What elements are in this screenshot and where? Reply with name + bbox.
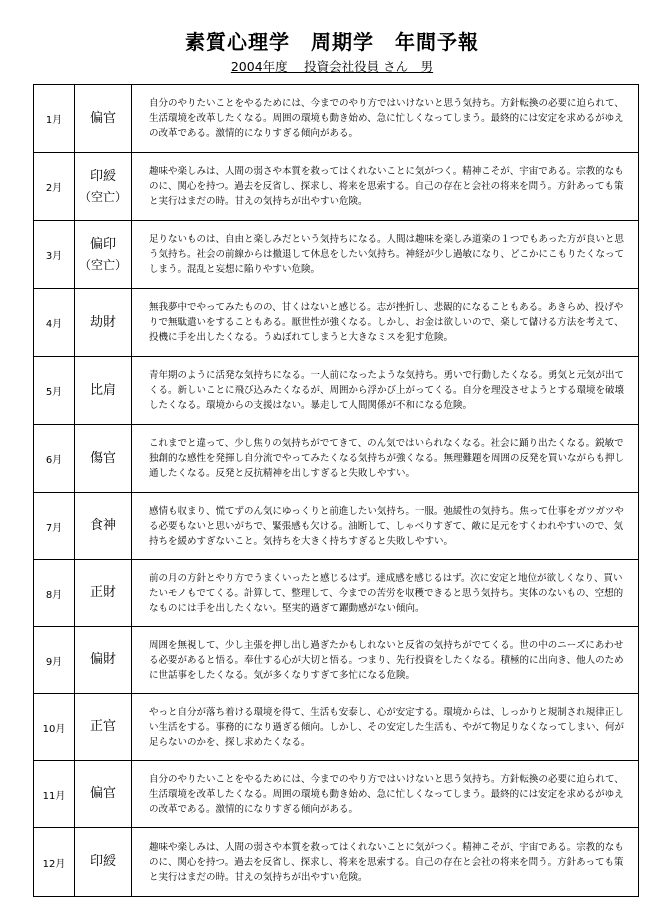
kind-cell (75, 761, 132, 828)
table-row (34, 560, 639, 627)
kind-label: 偏官 (89, 110, 116, 126)
kind-label: 印綬 (89, 168, 116, 184)
description-cell: 自分のやりたいことをやるためには、今までのやり方ではいけないと思う気持ち。方針転換の必要に迫られて、生活環境を改革したくなる。周囲の環境も動き始め、急に忙しくなってしまう。最終的には安定を求めるがゆえの改革である。激情的になりすぎる傾向がある。 (132, 761, 639, 828)
description-cell: 足りないものは、自由と楽しみだという気持ちになる。人間は趣味を楽しみ道楽の１つでもあった方が良いと思う気持ち。社会の前線からは撤退して休息をしたい気持ち。神経が少し過敏になり、どこかにこもりたくなってしまう。混乱と妄想に陥りやすい危険。 (132, 221, 639, 289)
table-row (34, 761, 639, 828)
kind-cell (75, 828, 132, 897)
subtitle-text: 2004年度 投資会社役員 さん 男 (230, 59, 434, 74)
month-cell: 10月 (34, 694, 75, 761)
table-row (34, 357, 639, 425)
table-row (34, 289, 639, 357)
kind-label: 傷官 (89, 450, 116, 466)
kind-label: 劫財 (89, 314, 116, 330)
table-row (34, 828, 639, 897)
month-cell: 1月 (34, 85, 75, 153)
month-cell: 7月 (34, 493, 75, 560)
kind-label: 正財 (89, 585, 116, 600)
description-cell: 青年期のように活発な気持ちになる。一人前になったような気持ち。勇いで行動したくなる。勇気と元気が出てくる。新しいことに飛び込みたくなるが、周囲から浮かび上がってくる。自分を理没させようとする環境を破壊したくなる。環境からの支援はない。暴走して人間関係が不和になる危険。 (132, 357, 639, 425)
table-row (34, 694, 639, 761)
kind-label: 偏印 (89, 236, 116, 252)
description-cell: 趣味や楽しみは、人間の弱さや本質を救ってはくれないことに気がつく。精神こそが、宇宙である。宗教的なものに、関心を持つ。過去を反省し、探求し、将来を思索する。自己の存在と会社の将来を問う。方針あっても策と実行はまだの時。甘えの気持ちが出やすい危険。 (132, 153, 639, 221)
month-cell: 6月 (34, 425, 75, 493)
table-row (34, 85, 639, 153)
page-title: 素質心理学 周期学 年間予報 (185, 30, 479, 54)
month-cell: 2月 (34, 153, 75, 221)
forecast-table (33, 84, 639, 897)
month-cell: 3月 (34, 221, 75, 289)
description-cell: これまでと違って、少し焦りの気持ちがでてきて、のん気ではいられなくなる。社会に踊り出たくなる。鋭敏で独創的な感性を発揮し自分流でやってみたくなる気持ちが強くなる。無理難題を周囲の反発を買いながらも押し通したくなる。反発と反抗精神を出しすぎると失敗しやすい。 (132, 425, 639, 493)
month-cell: 11月 (34, 761, 75, 828)
kind-label: 食神 (89, 518, 116, 533)
description-cell: 自分のやりたいことをやるためには、今までのやり方ではいけないと思う気持ち。方針転換の必要に迫られて、生活環境を改革したくなる。周囲の環境も動き始め、急に忙しくなってしまう。最終的には安定を求めるがゆえの改革である。激情的になりすぎる傾向がある。 (132, 85, 639, 153)
kind-cell (75, 153, 132, 221)
kind-cell (75, 493, 132, 560)
kind-cell (75, 560, 132, 627)
description-cell: 感情も収まり、慌てずのん気にゆっくりと前進したい気持ち。一服。弛緩性の気持ち。焦って仕事をガツガツやる必要もないと思いがちで、緊張感も欠ける。油断して、しゃべりすぎて、敵に足元をすくわれやすいので、気持ちを緩めすぎないこと。気持ちを大きく持ちすぎると失敗しやすい。 (132, 493, 639, 560)
description-cell: 趣味や楽しみは、人間の弱さや本質を救ってはくれないことに気がつく。精神こそが、宇宙である。宗教的なものに、関心を持つ。過去を反省し、探求し、将来を思索する。自己の存在と会社の将来を問う。方針あっても策と実行はまだの時。甘えの気持ちが出やすい危険。 (132, 828, 639, 897)
table-row (34, 493, 639, 560)
kind-cell (75, 289, 132, 357)
description-cell: 前の月の方針とやり方でうまくいったと感じるはず。達成感を感じるはず。次に安定と地位が欲しくなり、買いたいモノもでてくる。計算して、整理して、今までの苦労を収穫できると思う気持ち。実体のないもの、空想的なものには手を出したくない。堅実的過ぎて躍動感がない傾向。 (132, 560, 639, 627)
kind-cell (75, 627, 132, 694)
description-cell: やっと自分が落ち着ける環境を得て、生活も安泰し、心が安定する。環境からは、しっかりと規制され規律正しい生活をする。事務的になり過ぎる傾向。しかし、その安定した生活も、やがて物足りなくなってしまい、何が足らないのかを、探し求めたくなる。 (132, 694, 639, 761)
kind-label: 偏官 (89, 786, 116, 801)
kind-sub-label: （空亡） (78, 189, 127, 204)
table-row (34, 153, 639, 221)
table-row (34, 425, 639, 493)
kind-cell (75, 85, 132, 153)
kind-cell (75, 357, 132, 425)
month-cell: 5月 (34, 357, 75, 425)
page-subtitle (0, 57, 664, 75)
kind-cell (75, 221, 132, 289)
table-row (34, 221, 639, 289)
month-cell: 9月 (34, 627, 75, 694)
kind-label: 印綬 (89, 854, 116, 869)
kind-cell (75, 694, 132, 761)
kind-cell (75, 425, 132, 493)
month-cell: 12月 (34, 828, 75, 897)
description-cell: 周囲を無視して、少し主張を押し出し過ぎたかもしれないと反省の気持ちがでてくる。世の中のニーズにあわせる必要があると悟る。奉仕する心が大切と悟る。つまり、先行投資をしたくなる。積極的に出向き、他人のために世話事をしたくなる。気が多くなりすぎて多忙になる危険。 (132, 627, 639, 694)
kind-label: 正官 (89, 719, 116, 734)
description-cell: 無我夢中でやってみたものの、甘くはないと感じる。志が挫折し、悲観的になることもある。あきらめ、投げやりで無駄遣いをすることもある。厭世性が強くなる。しかし、お金は欲しいので、楽して儲ける方法を考えて、投機に手を出したくなる。うぬぼれてしまうと大きなミスを犯す危険。 (132, 289, 639, 357)
kind-label: 比肩 (89, 382, 116, 398)
month-cell: 4月 (34, 289, 75, 357)
table-row (34, 627, 639, 694)
month-cell: 8月 (34, 560, 75, 627)
kind-label: 偏財 (89, 652, 116, 667)
kind-sub-label: （空亡） (78, 257, 127, 272)
